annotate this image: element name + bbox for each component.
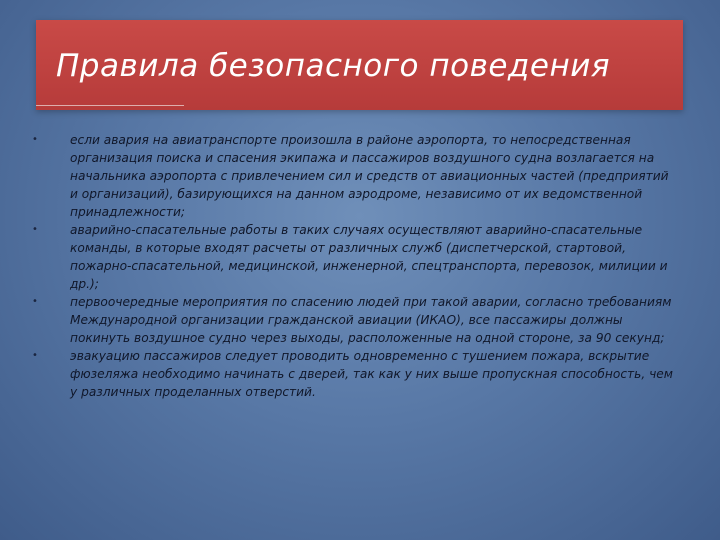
bullet-item <box>28 221 676 293</box>
bullet-dot-icon: • <box>32 296 38 307</box>
bullet-item <box>28 131 676 221</box>
bullet-text: аварийно-спасательные работы в таких случаях осуществляют аварийно-спасательные команды, в которые входят расчеты от различных служб (диспетчерской, стартовой, пожарно-спасательной, медицинской, инженерной, спецтранспорта, перевозок, милиции и др.); <box>70 223 668 291</box>
title-underline <box>36 105 184 106</box>
bullet-item <box>28 347 676 401</box>
bullet-dot-icon: • <box>32 134 38 145</box>
bullet-dot-icon: • <box>32 350 38 361</box>
bullet-item <box>28 293 676 347</box>
bullet-list <box>28 131 676 401</box>
bullet-text: первоочередные мероприятия по спасению людей при такой аварии, согласно требованиям Международной организации гражданской авиации (ИКАО), все пассажиры должны покинуть воздушное судно через выходы, расположенные на одной стороне, за 90 секунд; <box>70 295 672 345</box>
bullet-text: если авария на авиатранспорте произошла в районе аэропорта, то непосредственная организация поиска и спасения экипажа и пассажиров воздушного судна возлагается на начальника аэропорта с привлечением сил и средств от авиационных частей (предприятий и организаций), базирующихся на данном аэродроме, независимо от их ведомственной принадлежности; <box>70 133 669 219</box>
slide-title: Правила безопасного поведения <box>56 48 611 84</box>
bullet-text: эвакуацию пассажиров следует проводить одновременно с тушением пожара, вскрытие фюзеляжа необходимо начинать с дверей, так как у них выше пропускная способность, чем у различных проделанных отверстий. <box>70 349 673 399</box>
title-banner <box>36 20 683 110</box>
bullet-dot-icon: • <box>32 224 38 235</box>
